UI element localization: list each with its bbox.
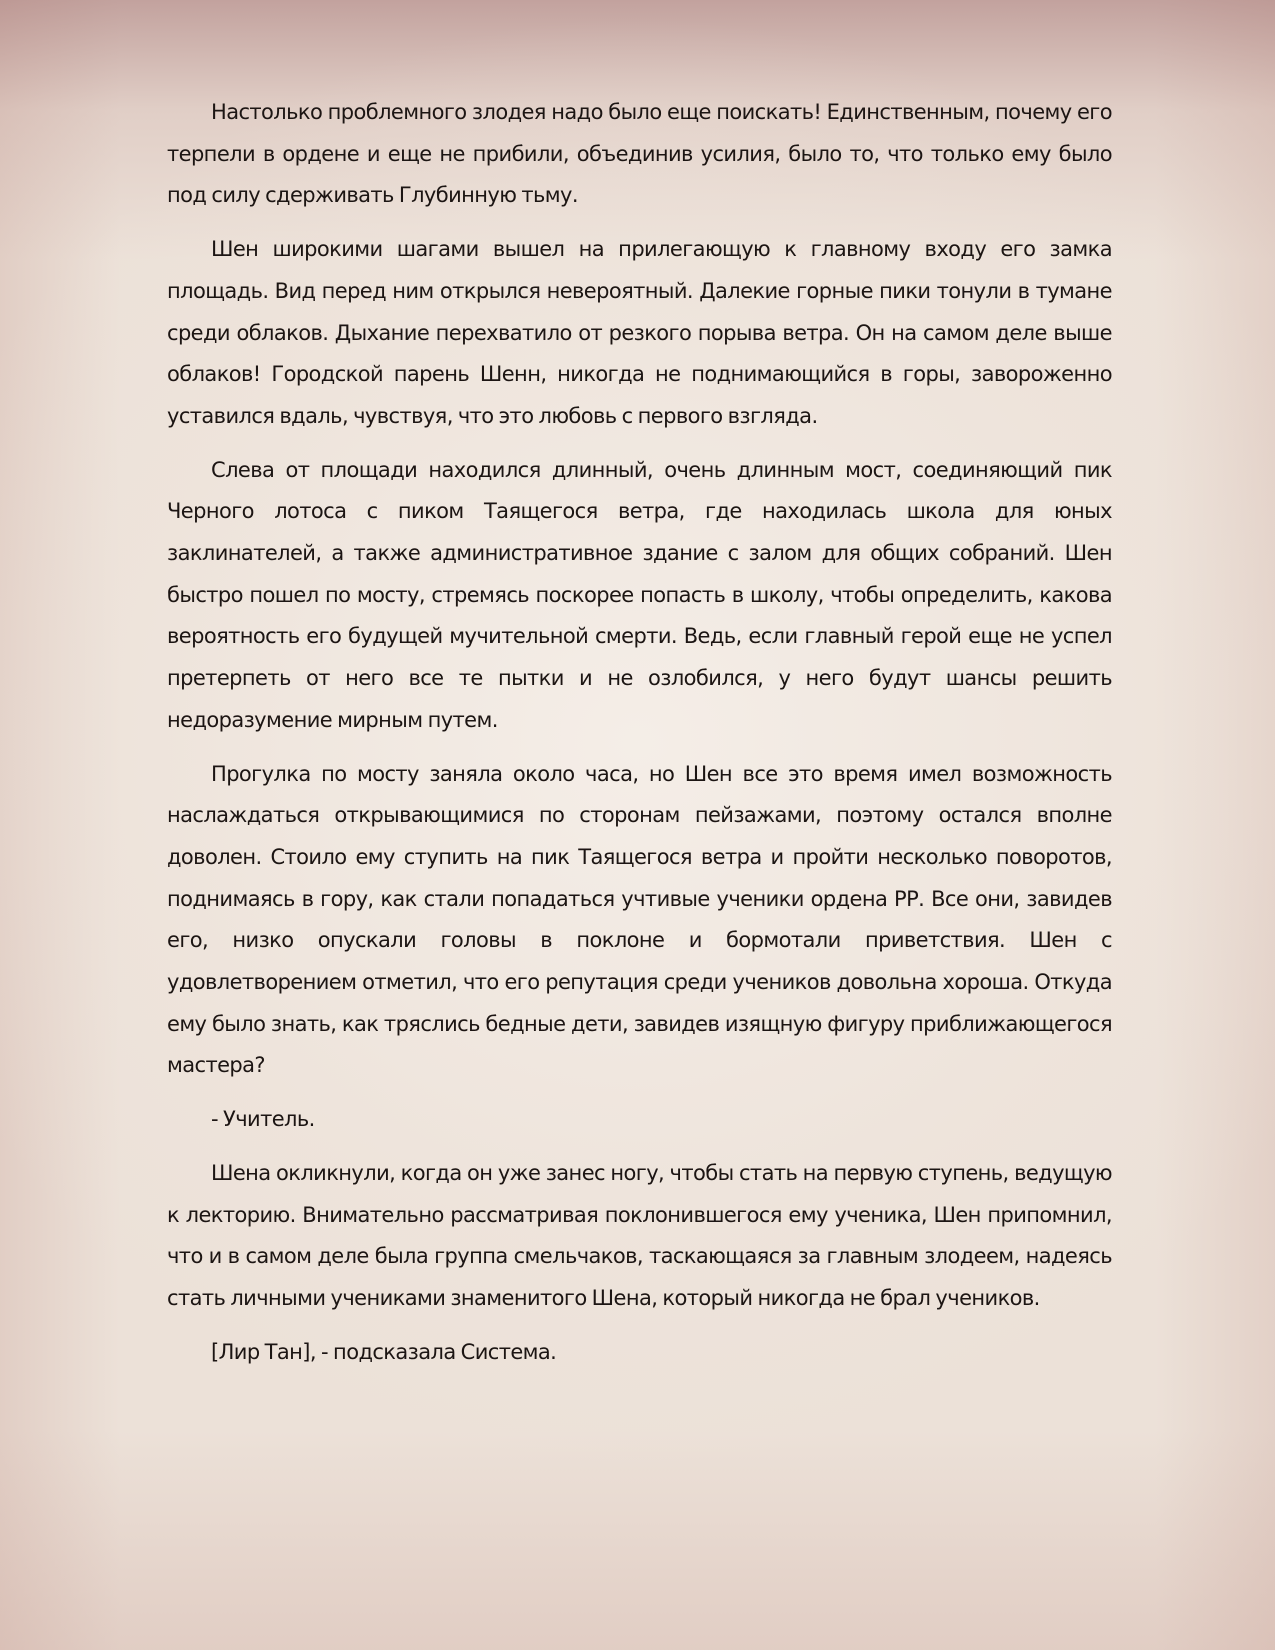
paragraph-1: Настолько проблемного злодея надо было еще поискать! Единственным, почему его терпели в ордене и еще не прибили, объединив усилия, было то, что только ему было под силу сдерживать Глубинную тьму. — [167, 100, 1112, 208]
page-text — [167, 92, 1112, 1385]
paragraph-3: Слева от площади находился длинный, очень длинным мост, соединяющий пик Черного лотоса с пиком Таящегося ветра, где находилась школа для юных заклинателей, а также административное здание с залом для общих собраний. Шен быстро пошел по мосту, стремясь поскорее попасть в школу, чтобы определить, какова вероятность его будущей мучительной смерти. Ведь, если главный герой еще не успел претерпеть от него все те пытки и не озлобился, у него будут шансы решить недоразумение мирным путем. — [167, 457, 1112, 732]
system-hint-line: [Лир Тан], - подсказала Система. — [211, 1339, 557, 1364]
dialogue-line-teacher: - Учитель. — [211, 1107, 315, 1132]
paragraph-5: Шена окликнули, когда он уже занес ногу, чтобы стать на первую ступень, ведущую к лекторию. Внимательно рассматривая поклонившегося ему ученика, Шен припомнил, что и в самом деле была группа смельчаков, таскающаяся за главным злодеем, надеясь стать личными учениками знаменитого Шена, который никогда не брал учеников. — [167, 1160, 1112, 1310]
paragraph-2: Шен широкими шагами вышел на прилегающую к главному входу его замка площадь. Вид перед ним открылся невероятный. Далекие горные пики тонули в тумане среди облаков. Дыхание перехватило от резкого порыва ветра. Он на самом деле выше облаков! Городской парень Шенн, никогда не поднимающийся в горы, завороженно уставился вдаль, чувствуя, что это любовь с первого взгляда. — [167, 237, 1112, 428]
paragraph-4: Прогулка по мосту заняла около часа, но Шен все это время имел возможность наслаждаться открывающимися по сторонам пейзажами, поэтому остался вполне доволен. Стоило ему ступить на пик Таящегося ветра и пройти несколько поворотов, поднимаясь в гору, как стали попадаться учтивые ученики ордена РР. Все они, завидев его, низко опускали головы в поклоне и бормотали приветствия. Шен с удовлетворением отметил, что его репутация среди учеников довольна хороша. Откуда ему было знать, как тряслись бедные дети, завидев изящную фигуру приближающегося мастера? — [167, 761, 1112, 1078]
